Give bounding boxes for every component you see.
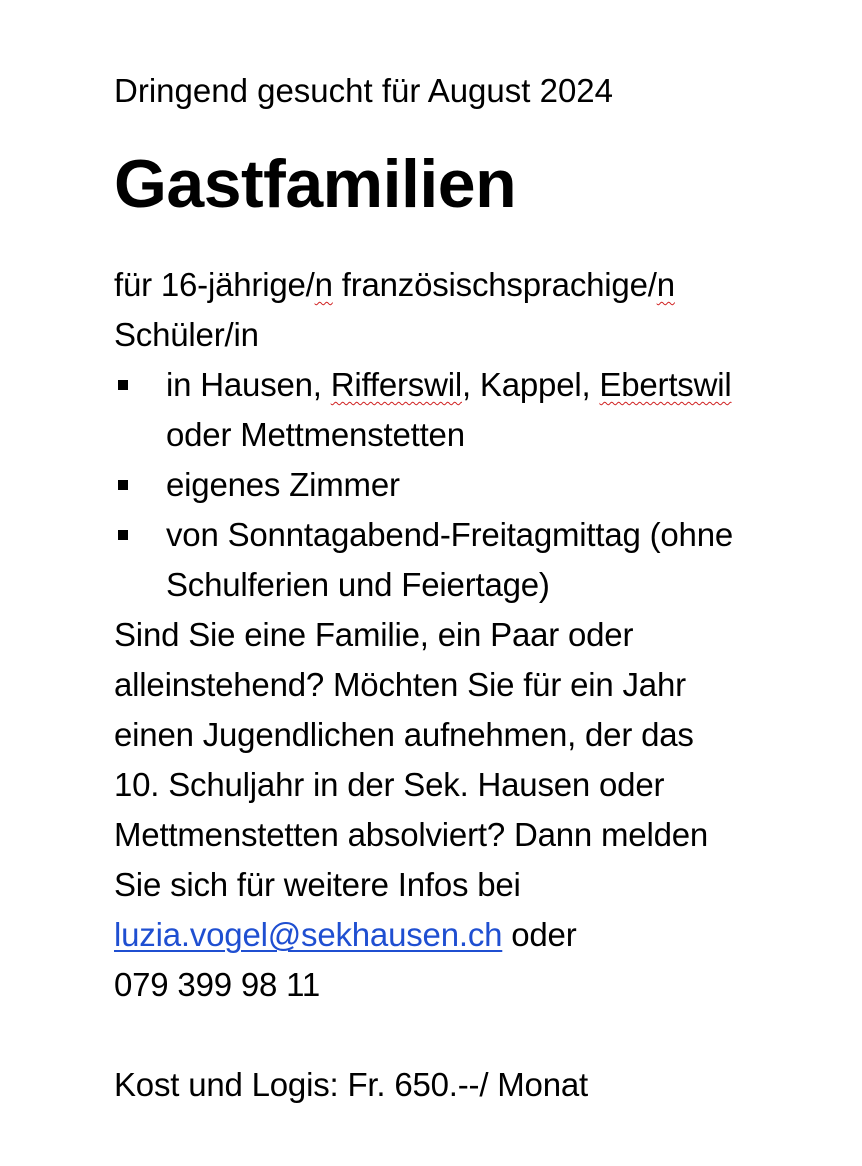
bullet-line: von Sonntagabend-Freitagmittag (ohne (166, 516, 734, 553)
bullet-text: , Kappel, (461, 366, 600, 403)
spellcheck-mark: Rifferswil (330, 366, 462, 403)
bullet-line (166, 360, 834, 410)
body-line: Sie sich für weitere Infos bei (114, 866, 521, 903)
bullet-line: oder Mettmenstetten (166, 416, 465, 453)
bullet-item-location (114, 360, 834, 460)
bullet-text: in Hausen, (166, 366, 331, 403)
spellcheck-mark: n (656, 266, 675, 303)
headline: Gastfamilien (114, 146, 517, 222)
contact-line (114, 910, 834, 960)
body-paragraph (114, 610, 834, 1010)
phone-number: 079 399 98 11 (114, 966, 320, 1003)
email-link[interactable]: luzia.vogel@sekhausen.ch (114, 916, 503, 953)
flyer-page (114, 70, 834, 1110)
body-line: 10. Schuljahr in der Sek. Hausen oder (114, 766, 665, 803)
intro-text-1: für 16-jährige/ (114, 266, 315, 303)
bullet-line: Schulferien und Feiertage) (166, 566, 550, 603)
overline: Dringend gesucht für August 2024 (114, 72, 614, 109)
intro-text-2: französischsprachige/ (332, 266, 657, 303)
intro-line-1 (114, 260, 834, 310)
body-line: Sind Sie eine Familie, ein Paar oder (114, 616, 634, 653)
bullet-item-schedule (114, 510, 834, 610)
bullet-line: eigenes Zimmer (166, 466, 400, 503)
intro (114, 260, 834, 360)
footer-price: Kost und Logis: Fr. 650.--/ Monat (114, 1066, 588, 1103)
spellcheck-mark: Ebertswil (599, 366, 732, 403)
square-bullet-icon (118, 380, 128, 390)
contact-connector: oder (502, 916, 577, 953)
bullet-item-room (114, 460, 834, 510)
square-bullet-icon (118, 530, 128, 540)
intro-line-2: Schüler/in (114, 316, 259, 353)
body-line: alleinstehend? Möchten Sie für ein Jahr (114, 666, 686, 703)
spacer (114, 1010, 834, 1060)
square-bullet-icon (118, 480, 128, 490)
bullet-list (114, 360, 834, 610)
body-line: Mettmenstetten absolviert? Dann melden (114, 816, 709, 853)
spellcheck-mark: n (314, 266, 333, 303)
body-line: einen Jugendlichen aufnehmen, der das (114, 716, 694, 753)
